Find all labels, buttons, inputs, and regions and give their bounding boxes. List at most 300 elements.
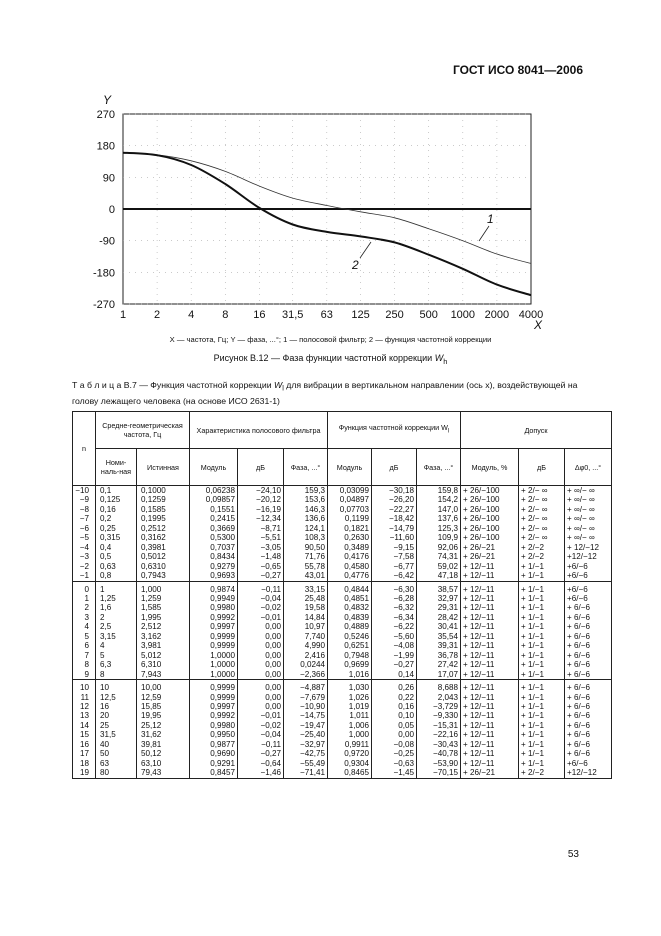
table-cell: 19,58 xyxy=(284,603,328,612)
table-cell: + 6/−6 xyxy=(565,670,612,680)
table-cell: 0,00 xyxy=(238,660,284,669)
table-cell: 0,2512 xyxy=(137,524,190,533)
table-cell: 2,043 xyxy=(417,693,461,702)
table-cell: 20 xyxy=(96,711,137,720)
table-cell: 1,259 xyxy=(137,594,190,603)
table-cell: + 26/−100 xyxy=(461,505,519,514)
table-cell: +6/−6 xyxy=(565,759,612,768)
table-cell: 0,4889 xyxy=(328,622,372,631)
table-cell: + 12/−11 xyxy=(461,632,519,641)
col-n-header: n xyxy=(73,412,96,486)
table-row xyxy=(73,680,612,693)
table-cell: 0,1585 xyxy=(137,505,190,514)
table-cell: + 1/−1 xyxy=(519,651,565,660)
table-cell: −0,27 xyxy=(372,660,417,669)
table-cell: 0,1551 xyxy=(190,505,238,514)
table-cell: 0,6251 xyxy=(328,641,372,650)
table-row xyxy=(73,749,612,758)
table-cell: +6/−6 xyxy=(565,571,612,581)
table-cell: 0,16 xyxy=(372,702,417,711)
table-cell: −2,366 xyxy=(284,670,328,680)
table-cell: + 6/−6 xyxy=(565,613,612,622)
table-title-symbol: W xyxy=(274,380,283,390)
table-cell: −14,75 xyxy=(284,711,328,720)
table-body xyxy=(73,486,612,779)
table-cell: 0,5246 xyxy=(328,632,372,641)
table-cell: 0,5 xyxy=(96,552,137,561)
table-cell: 153,6 xyxy=(284,495,328,504)
table-cell: 0,9950 xyxy=(190,730,238,739)
table-cell: 31,62 xyxy=(137,730,190,739)
table-cell: + 1/−1 xyxy=(519,660,565,669)
table-cell: 137,6 xyxy=(417,514,461,523)
table-cell: + 12/−11 xyxy=(461,680,519,693)
col-phase: Фаза, ...° xyxy=(284,449,328,486)
table-cell: 6 xyxy=(73,641,96,650)
table-cell: −6,42 xyxy=(372,571,417,581)
table-cell: 0,1259 xyxy=(137,495,190,504)
table-row xyxy=(73,594,612,603)
table-cell: −0,08 xyxy=(372,740,417,749)
table-cell: + 12/−11 xyxy=(461,613,519,622)
table-cell: 16 xyxy=(96,702,137,711)
table-cell: −1,46 xyxy=(238,768,284,778)
table-cell: 2 xyxy=(96,613,137,622)
table-cell: 25,48 xyxy=(284,594,328,603)
table-cell: +6/−6 xyxy=(565,581,612,594)
table-cell: + 1/−1 xyxy=(519,740,565,749)
table-cell: 11 xyxy=(73,693,96,702)
table-cell: 90,50 xyxy=(284,543,328,552)
table-row xyxy=(73,651,612,660)
table-cell: + 12/−11 xyxy=(461,711,519,720)
table-cell: 0,1 xyxy=(96,486,137,496)
table-cell: −1,45 xyxy=(372,768,417,778)
table-cell: 0,4839 xyxy=(328,613,372,622)
y-tick-label: -90 xyxy=(99,235,115,248)
table-cell: 154,2 xyxy=(417,495,461,504)
table-cell: + ∞/− ∞ xyxy=(565,505,612,514)
figure-caption-symbol: W xyxy=(434,353,444,363)
y-tick-label: -180 xyxy=(92,267,115,280)
table-cell: 0,9992 xyxy=(190,613,238,622)
table-cell: 0,63 xyxy=(96,562,137,571)
table-cell: + 26/−100 xyxy=(461,524,519,533)
table-row xyxy=(73,759,612,768)
table-cell: + 1/−1 xyxy=(519,711,565,720)
table-cell: 0,0244 xyxy=(284,660,328,669)
table-cell: −8 xyxy=(73,505,96,514)
table-cell: + 26/−100 xyxy=(461,495,519,504)
table-row xyxy=(73,660,612,669)
table-cell: −6,28 xyxy=(372,594,417,603)
table-cell: −15,31 xyxy=(417,721,461,730)
table-cell: + 1/−1 xyxy=(519,749,565,758)
table-cell: 0,9720 xyxy=(328,749,372,758)
table-cell: 39,81 xyxy=(137,740,190,749)
table-cell: 0,00 xyxy=(238,680,284,693)
table-cell: 6,3 xyxy=(96,660,137,669)
table-cell: 74,31 xyxy=(417,552,461,561)
table-cell: −18,42 xyxy=(372,514,417,523)
y-tick-label: 0 xyxy=(108,204,115,216)
table-cell: + 12/−11 xyxy=(461,759,519,768)
table-cell: + 12/−11 xyxy=(461,730,519,739)
table-cell: 0,2630 xyxy=(328,533,372,542)
table-cell: 0,9997 xyxy=(190,622,238,631)
table-cell: + 1/−1 xyxy=(519,613,565,622)
table-cell: 0,9997 xyxy=(190,702,238,711)
table-cell: + 6/−6 xyxy=(565,730,612,739)
table-cell: −22,16 xyxy=(417,730,461,739)
table-cell: + 1/−1 xyxy=(519,632,565,641)
table-cell: 19,95 xyxy=(137,711,190,720)
table-cell: 17 xyxy=(73,749,96,758)
table-cell: 79,43 xyxy=(137,768,190,778)
table-cell: 0,8 xyxy=(96,571,137,581)
table-row xyxy=(73,622,612,631)
table-cell: 0,8457 xyxy=(190,768,238,778)
x-tick-label: 1000 xyxy=(450,309,476,321)
table-cell: + 12/−11 xyxy=(461,702,519,711)
table-cell: + 6/−6 xyxy=(565,702,612,711)
table-cell: 92,06 xyxy=(417,543,461,552)
table-row xyxy=(73,693,612,702)
col-tol-db: дБ xyxy=(519,449,565,486)
table-cell: 30,41 xyxy=(417,622,461,631)
table-cell: 1,011 xyxy=(328,711,372,720)
table-cell: −3 xyxy=(73,552,96,561)
table-cell: + 12/−11 xyxy=(461,603,519,612)
table-cell: 0,4844 xyxy=(328,581,372,594)
col-db: дБ xyxy=(238,449,284,486)
table-cell: + 1/−1 xyxy=(519,693,565,702)
table-cell: 1 xyxy=(96,581,137,594)
table-cell: 12,59 xyxy=(137,693,190,702)
table-cell: 0,06238 xyxy=(190,486,238,496)
table-cell: 1,016 xyxy=(328,670,372,680)
table-cell: 3,981 xyxy=(137,641,190,650)
table-cell: 0,9279 xyxy=(190,562,238,571)
table-cell: −0,11 xyxy=(238,581,284,594)
table-cell: −0,27 xyxy=(238,749,284,758)
table-cell: 1,0000 xyxy=(190,670,238,680)
table-cell: 0,25 xyxy=(96,524,137,533)
table-row xyxy=(73,641,612,650)
table-cell: + 1/−1 xyxy=(519,730,565,739)
table-cell: 0,9992 xyxy=(190,711,238,720)
table-cell: −6,34 xyxy=(372,613,417,622)
table-cell: + 1/−1 xyxy=(519,571,565,581)
figure-legend: X — частота, Гц; Y — фаза, ...°; 1 — полосовой фильтр; 2 — функция частотной коррекции xyxy=(169,335,492,344)
table-cell: 0,4176 xyxy=(328,552,372,561)
table-cell: 71,76 xyxy=(284,552,328,561)
table-cell: 0,03099 xyxy=(328,486,372,496)
table-cell: 29,31 xyxy=(417,603,461,612)
table-cell: −0,63 xyxy=(372,759,417,768)
y-tick-label: -270 xyxy=(92,299,115,311)
table-cell: + 2/−2 xyxy=(519,768,565,778)
table-cell: + 1/−1 xyxy=(519,759,565,768)
table-cell: + 1/−1 xyxy=(519,581,565,594)
col-wl-db: дБ xyxy=(372,449,417,486)
table-cell: + 6/−6 xyxy=(565,651,612,660)
table-cell: 1,25 xyxy=(96,594,137,603)
table-cell: −30,18 xyxy=(372,486,417,496)
table-cell: −12,34 xyxy=(238,514,284,523)
table-cell: 13 xyxy=(73,711,96,720)
table-cell: + 6/−6 xyxy=(565,711,612,720)
table-cell: 147,0 xyxy=(417,505,461,514)
col-filter-group: Характеристика полосового фильтра xyxy=(190,412,328,449)
table-cell: 1 xyxy=(73,594,96,603)
table-row xyxy=(73,603,612,612)
table-cell: +6/−6 xyxy=(565,562,612,571)
table-cell: −26,20 xyxy=(372,495,417,504)
table-cell: 7,943 xyxy=(137,670,190,680)
table-cell: −0,25 xyxy=(372,749,417,758)
table-cell: + ∞/− ∞ xyxy=(565,514,612,523)
table-cell: 0,4 xyxy=(96,543,137,552)
document-code: ГОСТ ИСО 8041—2006 xyxy=(452,63,583,77)
y-tick-label: 180 xyxy=(96,140,115,153)
table-cell: 0,1821 xyxy=(328,524,372,533)
x-tick-label: 31,5 xyxy=(282,309,304,321)
table-cell: −5,51 xyxy=(238,533,284,542)
table-title-prefix: Т а б л и ц а В.7 — Функция частотной коррекции xyxy=(72,380,272,390)
table-cell: 0,9877 xyxy=(190,740,238,749)
col-wl-module: Модуль xyxy=(328,449,372,486)
x-tick-label: 2000 xyxy=(484,309,510,321)
x-tick-label: 1 xyxy=(119,309,127,321)
table-cell: + 6/−6 xyxy=(565,680,612,693)
table-cell: + 12/−11 xyxy=(461,651,519,660)
table-cell: 1,6 xyxy=(96,603,137,612)
table-cell: 0,7037 xyxy=(190,543,238,552)
table-cell: −0,11 xyxy=(238,740,284,749)
phase-chart xyxy=(0,0,661,335)
table-cell: −14,79 xyxy=(372,524,417,533)
table-cell: 5,012 xyxy=(137,651,190,660)
table-cell: 10,00 xyxy=(137,680,190,693)
x-tick-label: 4000 xyxy=(518,309,544,321)
table-row xyxy=(73,514,612,523)
table-cell: −0,27 xyxy=(238,571,284,581)
table-cell: 63,10 xyxy=(137,759,190,768)
table-cell: −9 xyxy=(73,495,96,504)
table-cell: 159,8 xyxy=(417,486,461,496)
table-row xyxy=(73,543,612,552)
table-cell: −1 xyxy=(73,571,96,581)
table-cell: 4 xyxy=(73,622,96,631)
table-cell: −11,60 xyxy=(372,533,417,542)
table-cell: 0,6310 xyxy=(137,562,190,571)
col-wl-phase: Фаза, ...° xyxy=(417,449,461,486)
table-cell: 16 xyxy=(73,740,96,749)
table-row xyxy=(73,711,612,720)
table-cell: 5 xyxy=(96,651,137,660)
table-cell: −24,10 xyxy=(238,486,284,496)
table-cell: + ∞/− ∞ xyxy=(565,524,612,533)
col-true: Истинная xyxy=(137,449,190,486)
page-number: 53 xyxy=(567,849,579,860)
table-cell: −6,30 xyxy=(372,581,417,594)
table-cell: 10 xyxy=(73,680,96,693)
table-cell: 63 xyxy=(96,759,137,768)
table-cell: 0,1199 xyxy=(328,514,372,523)
table-cell: + 6/−6 xyxy=(565,641,612,650)
table-cell: 36,78 xyxy=(417,651,461,660)
table-cell: 6,310 xyxy=(137,660,190,669)
table-cell: 0,04897 xyxy=(328,495,372,504)
table-cell: 108,3 xyxy=(284,533,328,542)
table-cell: + 2/− ∞ xyxy=(519,533,565,542)
table-cell: + 12/−11 xyxy=(461,660,519,669)
table-cell: 25 xyxy=(96,721,137,730)
table-cell: + 2/−2 xyxy=(519,552,565,561)
table-cell: −0,65 xyxy=(238,562,284,571)
table-cell: + 6/−6 xyxy=(565,622,612,631)
table-cell: 0,5300 xyxy=(190,533,238,542)
table-cell: 0,1995 xyxy=(137,514,190,523)
figure-caption-sub: h xyxy=(443,356,448,366)
table-cell: −3,729 xyxy=(417,702,461,711)
table-cell: 17,07 xyxy=(417,670,461,680)
table-cell: −6,22 xyxy=(372,622,417,631)
table-cell: + 1/−1 xyxy=(519,594,565,603)
table-cell: +12/−12 xyxy=(565,552,612,561)
table-cell: 7,740 xyxy=(284,632,328,641)
table-cell: 0,9999 xyxy=(190,680,238,693)
table-cell: −0,04 xyxy=(238,594,284,603)
table-cell: 0,315 xyxy=(96,533,137,542)
table-cell: 0,00 xyxy=(238,670,284,680)
table-row xyxy=(73,632,612,641)
table-cell: + 1/−1 xyxy=(519,702,565,711)
table-cell: −16,19 xyxy=(238,505,284,514)
table-cell: 0,9999 xyxy=(190,693,238,702)
table-row xyxy=(73,721,612,730)
table-cell: 33,15 xyxy=(284,581,328,594)
table-cell: 0,00 xyxy=(372,730,417,739)
table-cell: 8 xyxy=(73,660,96,669)
table-cell: −0,64 xyxy=(238,759,284,768)
col-wl-group: Функция частотной коррекции $W_l$ xyxy=(328,412,461,449)
table-cell: 0,4851 xyxy=(328,594,372,603)
table-cell: 0,7948 xyxy=(328,651,372,660)
table-row xyxy=(73,768,612,778)
series-1-leader xyxy=(479,226,489,241)
table-row xyxy=(73,486,612,496)
table-cell: −7 xyxy=(73,514,96,523)
table-cell: 0,125 xyxy=(96,495,137,504)
table-cell: 1,000 xyxy=(328,730,372,739)
col-nominal: Номи-наль-ная xyxy=(96,449,137,486)
table-cell: 47,18 xyxy=(417,571,461,581)
x-tick-label: 2 xyxy=(154,309,161,321)
table-cell: 59,02 xyxy=(417,562,461,571)
table-cell: 124,1 xyxy=(284,524,328,533)
table-cell: + 1/−1 xyxy=(519,562,565,571)
table-cell: + ∞/− ∞ xyxy=(565,495,612,504)
table-row xyxy=(73,552,612,561)
table-cell: + 12/−11 xyxy=(461,562,519,571)
x-tick-label: 500 xyxy=(419,309,438,321)
table-cell: 2,5 xyxy=(96,622,137,631)
table-cell: −6,77 xyxy=(372,562,417,571)
table-cell: + 12/−11 xyxy=(461,581,519,594)
table-cell: 4,990 xyxy=(284,641,328,650)
table-cell: 9 xyxy=(73,670,96,680)
table-cell: 19 xyxy=(73,768,96,778)
table-cell: 15 xyxy=(73,730,96,739)
table-cell: 28,42 xyxy=(417,613,461,622)
table-cell: 0,8465 xyxy=(328,768,372,778)
x-tick-label: 63 xyxy=(320,309,333,321)
table-cell: 14 xyxy=(73,721,96,730)
table-cell: 0,16 xyxy=(96,505,137,514)
table-cell: 0,5012 xyxy=(137,552,190,561)
table-cell: 0,7943 xyxy=(137,571,190,581)
x-tick-label: 250 xyxy=(385,309,404,321)
table-cell: −10 xyxy=(73,486,96,496)
table-cell: + 12/−11 xyxy=(461,740,519,749)
table-cell: −8,71 xyxy=(238,524,284,533)
x-axis-label: X xyxy=(534,318,543,332)
table-row xyxy=(73,562,612,571)
figure-caption xyxy=(0,353,661,366)
table-cell: 55,78 xyxy=(284,562,328,571)
y-axis-label: Y xyxy=(103,93,112,107)
table-cell: 39,31 xyxy=(417,641,461,650)
table-cell: 35,54 xyxy=(417,632,461,641)
table-cell: 0,9699 xyxy=(328,660,372,669)
table-cell: + 2/− ∞ xyxy=(519,486,565,496)
table-title xyxy=(72,379,592,408)
table-cell: −70,15 xyxy=(417,768,461,778)
table-cell: 3,15 xyxy=(96,632,137,641)
table-cell: 1,019 xyxy=(328,702,372,711)
table-cell: 0,9949 xyxy=(190,594,238,603)
table-cell: +6/−6 xyxy=(565,594,612,603)
table-cell: −20,12 xyxy=(238,495,284,504)
table-cell: −32,97 xyxy=(284,740,328,749)
table-cell: + 12/−11 xyxy=(461,721,519,730)
table-cell: + 12/−11 xyxy=(461,670,519,680)
table-cell: −71,41 xyxy=(284,768,328,778)
table-cell: 0,2415 xyxy=(190,514,238,523)
table-cell: 0,07703 xyxy=(328,505,372,514)
table-cell: 0,9304 xyxy=(328,759,372,768)
table-cell: + 12/−11 xyxy=(461,693,519,702)
table-cell: 0,3162 xyxy=(137,533,190,542)
table-cell: + 6/−6 xyxy=(565,749,612,758)
chart-grid xyxy=(123,114,531,304)
col-freq-group: Средне-геометрическая частота, Гц xyxy=(96,412,190,449)
table-row xyxy=(73,613,612,622)
table-cell: 0,00 xyxy=(238,651,284,660)
table-cell: −4 xyxy=(73,543,96,552)
table-row xyxy=(73,702,612,711)
table-cell: 0 xyxy=(73,581,96,594)
table-cell: −5,60 xyxy=(372,632,417,641)
table-cell: 0,9980 xyxy=(190,603,238,612)
table-cell: 1,995 xyxy=(137,613,190,622)
x-tick-label: 16 xyxy=(253,309,266,321)
table-cell: + 2/− ∞ xyxy=(519,524,565,533)
table-cell: 146,3 xyxy=(284,505,328,514)
table-row xyxy=(73,505,612,514)
